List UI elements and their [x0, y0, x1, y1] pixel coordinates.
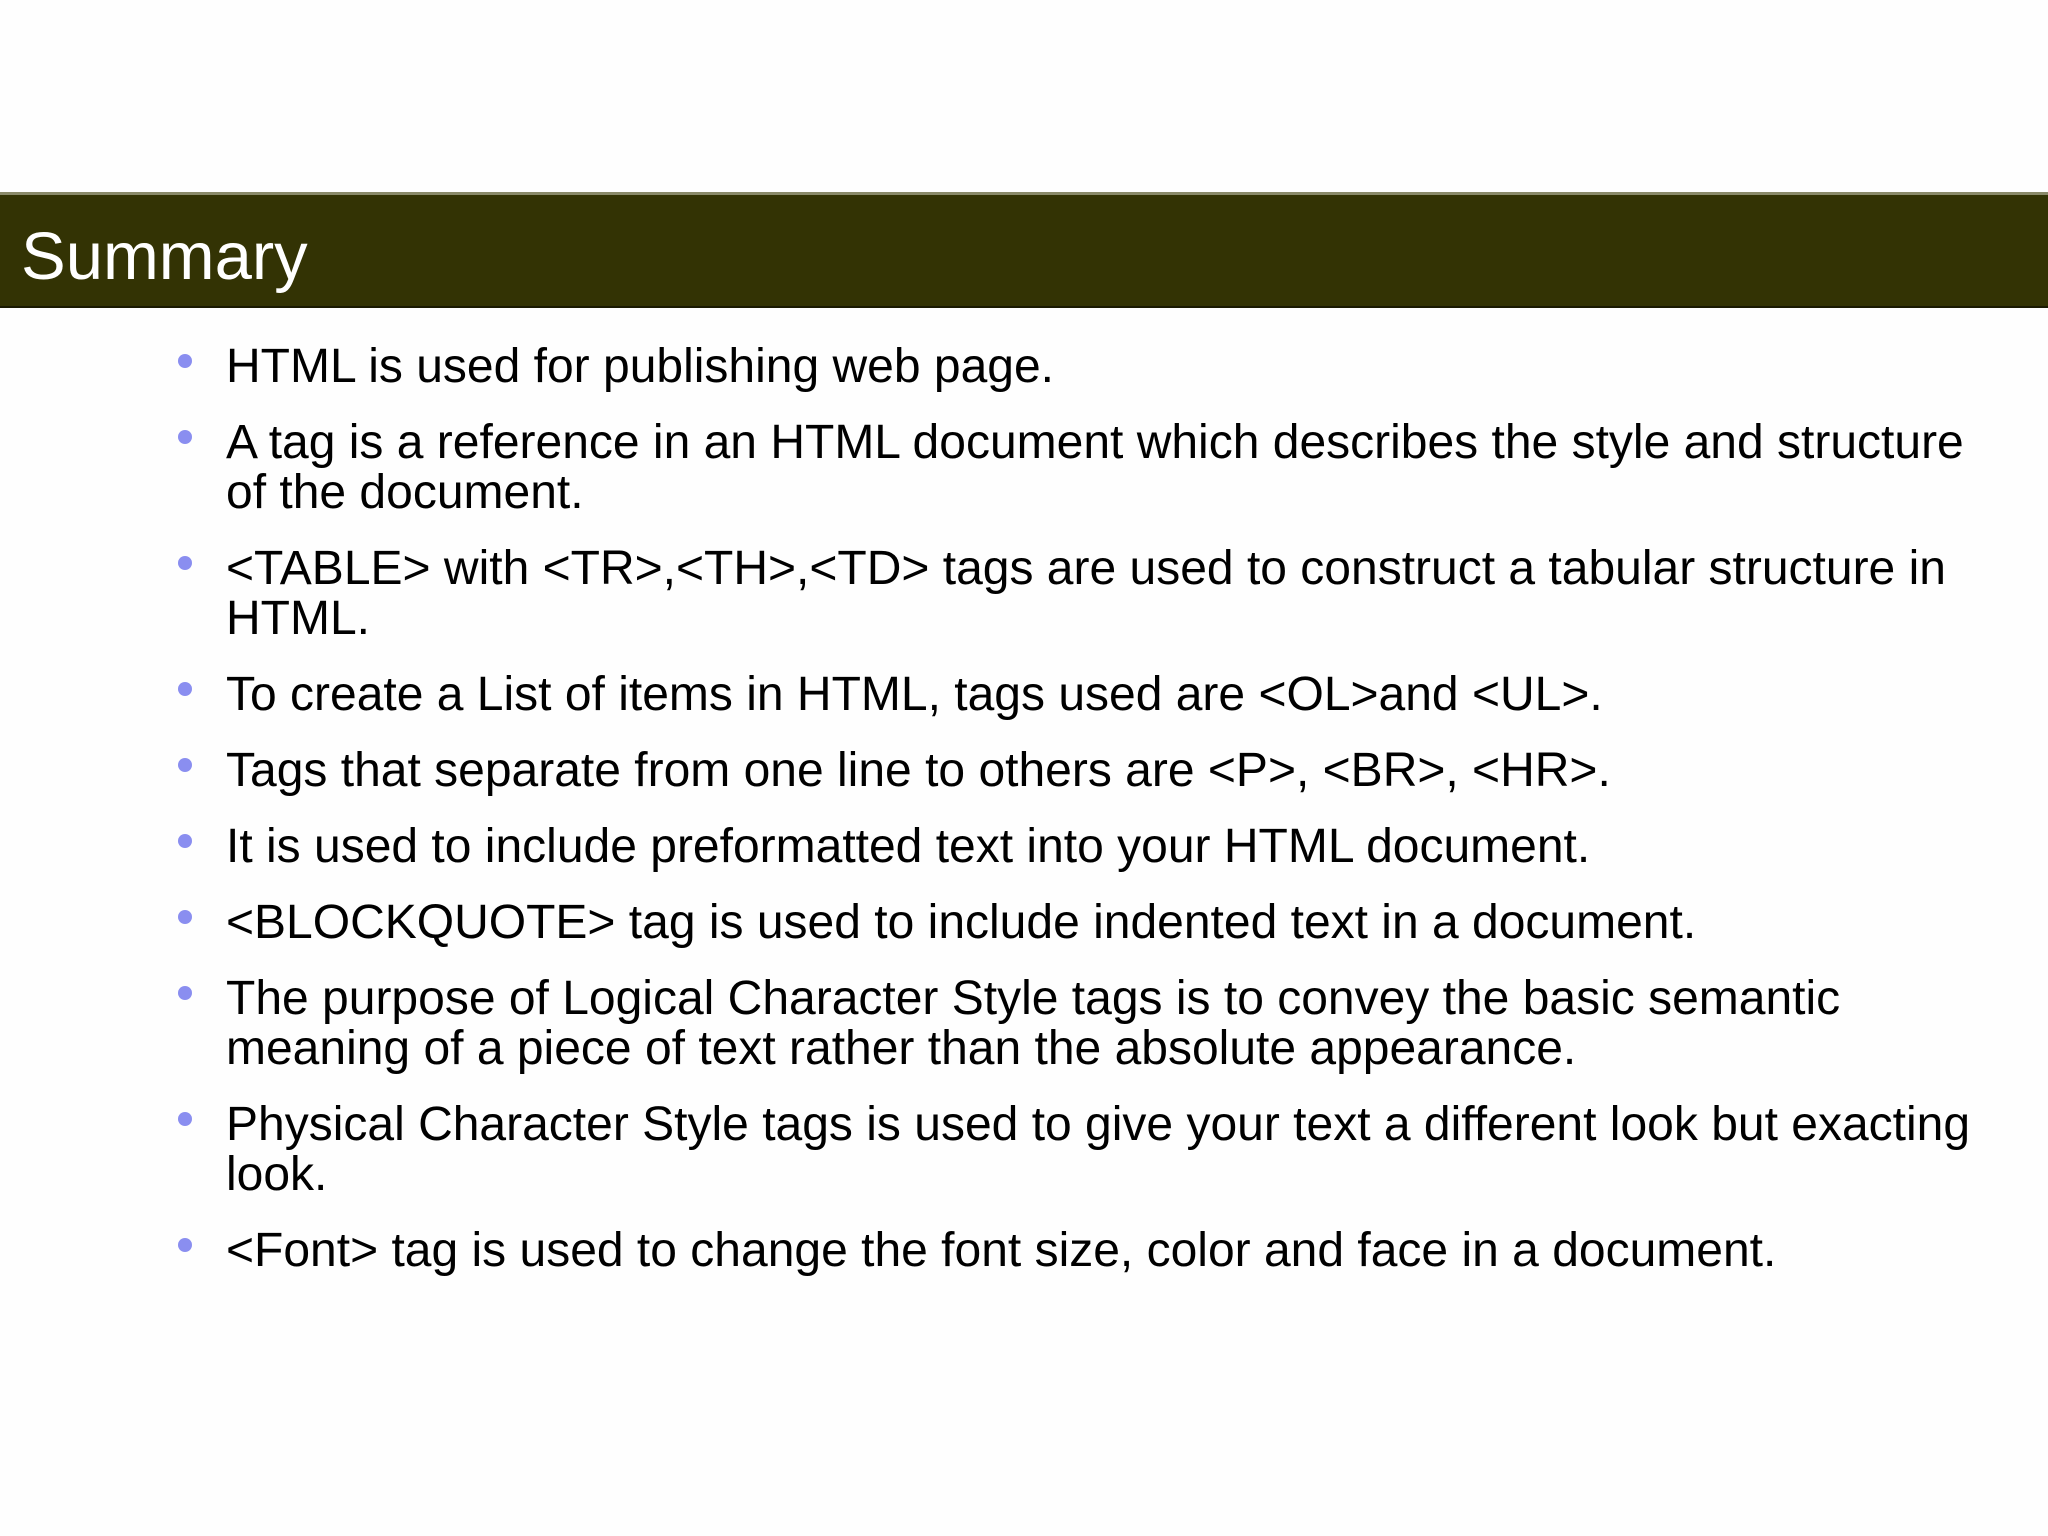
- bullet-text: The purpose of Logical Character Style tags is to convey the basic semantic meaning of a piece of text rather than the absolute appearance.: [226, 972, 1841, 1075]
- bullet-text: <TABLE> with <TR>,<TH>,<TD> tags are used to construct a tabular structure in HTML.: [226, 542, 1946, 645]
- bullet-text: Tags that separate from one line to others are <P>, <BR>, <HR>.: [226, 744, 1611, 797]
- bullet-icon: [178, 986, 192, 1000]
- slide-title: Summary: [21, 219, 308, 294]
- bullet-icon: [178, 682, 192, 696]
- bullet-text: <Font> tag is used to change the font size, color and face in a document.: [226, 1224, 1777, 1277]
- bullet-item: [0, 418, 2048, 518]
- bullet-item: [0, 544, 2048, 644]
- bullet-icon: [178, 910, 192, 924]
- title-bar: [0, 192, 2048, 308]
- bullet-text: HTML is used for publishing web page.: [226, 340, 1054, 393]
- bullet-text: To create a List of items in HTML, tags used are <OL>and <UL>.: [226, 668, 1603, 721]
- bullet-item: [0, 746, 2048, 796]
- bullet-icon: [178, 1112, 192, 1126]
- bullet-item: [0, 974, 2048, 1074]
- bullet-icon: [178, 556, 192, 570]
- bullet-text: Physical Character Style tags is used to give your text a different look but exacting look.: [226, 1098, 1971, 1201]
- bullet-text: A tag is a reference in an HTML document which describes the style and structure of the document.: [226, 416, 1964, 519]
- bullet-item: [0, 1100, 2048, 1200]
- bullet-icon: [178, 758, 192, 772]
- bullet-item: [0, 822, 2048, 872]
- bullet-icon: [178, 354, 192, 368]
- bullet-item: [0, 342, 2048, 392]
- bullet-list: [0, 342, 2048, 1302]
- bullet-item: [0, 670, 2048, 720]
- bullet-icon: [178, 1238, 192, 1252]
- bullet-item: [0, 898, 2048, 948]
- bullet-text: <BLOCKQUOTE> tag is used to include indented text in a document.: [226, 896, 1697, 949]
- bullet-text: It is used to include preformatted text into your HTML document.: [226, 820, 1591, 873]
- bullet-item: [0, 1226, 2048, 1276]
- bullet-icon: [178, 430, 192, 444]
- bullet-icon: [178, 834, 192, 848]
